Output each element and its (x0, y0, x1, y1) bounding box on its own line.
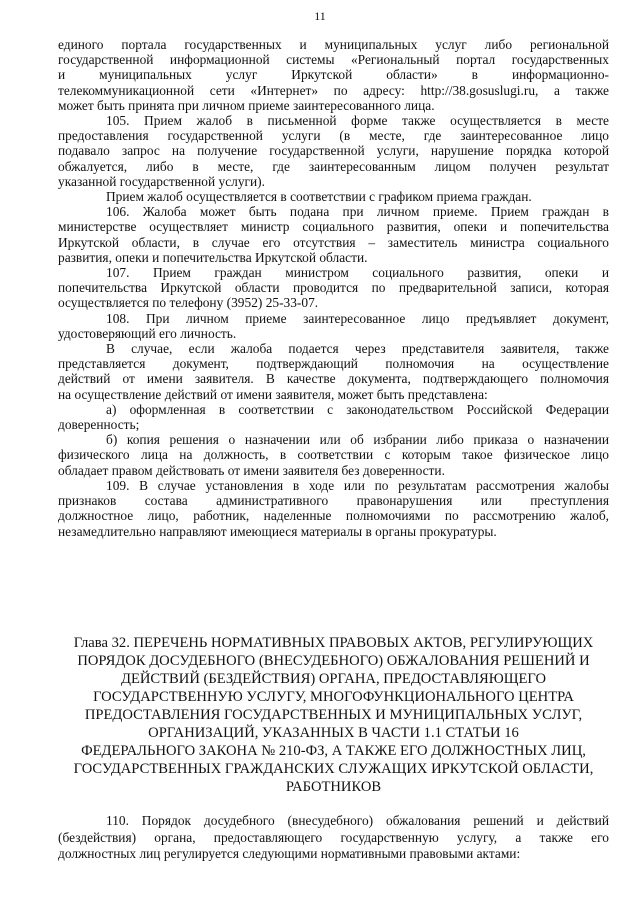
text-line: 108. При личном приеме заинтересованное лицо предъявляет документ, (106, 310, 609, 326)
text-line: признаков состава административного правонарушения или преступления (58, 493, 609, 509)
paragraph-continuation (58, 37, 609, 113)
text-line: и муниципальных услуг Иркутской области» в информационно- (58, 67, 609, 83)
page-number: 11 (314, 9, 326, 23)
text-line: телекоммуникационной сети «Интернет» по адресу: http://38.gosuslugi.ru, а также (58, 82, 609, 98)
text-line: 110. Порядок досудебного (внесудебного) обжалования решений и действий (106, 813, 609, 828)
text-line: В случае, если жалоба подается через представителя заявителя, также (106, 341, 609, 357)
text-line: развития, опеки и попечительства Иркутской области. (58, 249, 368, 265)
text-line: Иркутской области, в случае его отсутствия – заместитель министра социального (58, 234, 609, 250)
paragraph-108-item-a (58, 402, 609, 432)
text-line: должностных лиц регулируется следующими нормативными правовыми актами: (58, 846, 521, 861)
heading-line: Глава 32. ПЕРЕЧЕНЬ НОРМАТИВНЫХ ПРАВОВЫХ АКТОВ, РЕГУЛИРУЮЩИХ (73, 635, 594, 651)
text-line: попечительства Иркутской области проводится по предварительной записи, которая (58, 280, 609, 296)
text-line: должностное лицо, работник, наделенные полномочиями по рассмотрению жалоб, (58, 508, 609, 524)
heading-line: ФЕДЕРАЛЬНОГО ЗАКОНА № 210-ФЗ, А ТАКЖЕ ЕГО ДОЛЖНОСТНЫХ ЛИЦ, (81, 743, 586, 759)
text-line: б) копия решения о назначении или об избрании либо приказа о назначении (106, 432, 609, 448)
paragraph-106 (58, 204, 609, 265)
text-line: единого портала государственных и муниципальных услуг либо региональной (58, 37, 609, 52)
text-line: незамедлительно направляют имеющиеся материалы в органы прокуратуры. (58, 523, 497, 539)
text-line: предоставления государственной услуги (в месте, где заинтересованное лицо (58, 128, 609, 144)
text-line: указанной государственной услуги). (58, 173, 265, 189)
heading-line: ГОСУДАРСТВЕННУЮ УСЛУГУ, МНОГОФУНКЦИОНАЛЬНОГО ЦЕНТРА (93, 689, 574, 705)
text-line: может быть принята при личном приеме заинтересованного лица. (58, 97, 435, 113)
paragraph-109 (58, 478, 609, 539)
text-line: государственной информационной системы «Региональный портал государственных (58, 52, 609, 68)
paragraph-108-item-b (58, 432, 609, 478)
heading-line: ОРГАНИЗАЦИЙ, УКАЗАННЫХ В ЧАСТИ 1.1 СТАТЬИ 16 (148, 725, 519, 741)
text-line: доверенность; (58, 417, 140, 433)
text-line: подавало запрос на получение государственной услуги, нарушение порядка которой (58, 143, 609, 159)
text-line: 106. Жалоба может быть подана при личном приеме. Прием граждан в (106, 204, 609, 220)
paragraph-105 (58, 113, 609, 189)
text-line: представляется документ, подтверждающий полномочия на осуществление (58, 356, 609, 372)
paragraph-110 (58, 813, 609, 863)
text-line: обжалуется, либо в месте, где заинтересованным лицом получен результат (58, 158, 609, 174)
text-line: физического лица на должность, в соответствии с которым такое физическое лицо (58, 447, 609, 463)
paragraph-107 (58, 265, 609, 311)
text-line: (бездействия) органа, предоставляющего государственную услугу, а также его (58, 829, 609, 845)
text-line: осуществляется по телефону (3952) 25-33-07. (58, 295, 319, 311)
heading-line: РАБОТНИКОВ (285, 779, 382, 795)
heading-line: ПОРЯДОК ДОСУДЕБНОГО (ВНЕСУДЕБНОГО) ОБЖАЛОВАНИЯ РЕШЕНИЙ И (77, 653, 590, 669)
text-line: действий от имени заявителя. В качестве документа, подтверждающего полномочия (58, 371, 609, 387)
text-line: обладает правом действовать от имени заявителя без доверенности. (58, 462, 445, 478)
paragraph-108-representative (58, 341, 609, 402)
chapter-heading (58, 634, 609, 796)
text-line: 105. Прием жалоб в письменной форме также осуществляется в месте (106, 113, 609, 129)
heading-line: ГОСУДАРСТВЕННЫХ ГРАЖДАНСКИХ СЛУЖАЩИХ ИРКУТСКОЙ ОБЛАСТИ, (73, 761, 594, 777)
text-line: 107. Прием граждан министром социального развития, опеки и (106, 265, 609, 281)
heading-line: ПРЕДОСТАВЛЕНИЯ ГОСУДАРСТВЕННЫХ И МУНИЦИПАЛЬНЫХ УСЛУГ, (84, 707, 583, 723)
paragraph-105-schedule (58, 189, 609, 204)
text-line: на осуществление действий от имени заявителя, может быть представлена: (58, 386, 488, 402)
heading-line: ДЕЙСТВИЙ (БЕЗДЕЙСТВИЯ) ОРГАНА, ПРЕДОСТАВЛЯЮЩЕГО (120, 671, 547, 687)
text-line: 109. В случае установления в ходе или по результатам рассмотрения жалобы (106, 477, 609, 493)
text-line: удостоверяющий его личность. (58, 325, 237, 341)
text-line: Прием жалоб осуществляется в соответствии с графиком приема граждан. (106, 189, 532, 205)
text-line: министерстве осуществляет министр социального развития, опеки и попечительства (58, 219, 609, 235)
paragraph-108 (58, 311, 609, 341)
text-line: а) оформленная в соответствии с законодательством Российской Федерации (106, 401, 609, 417)
document-body (58, 37, 609, 539)
